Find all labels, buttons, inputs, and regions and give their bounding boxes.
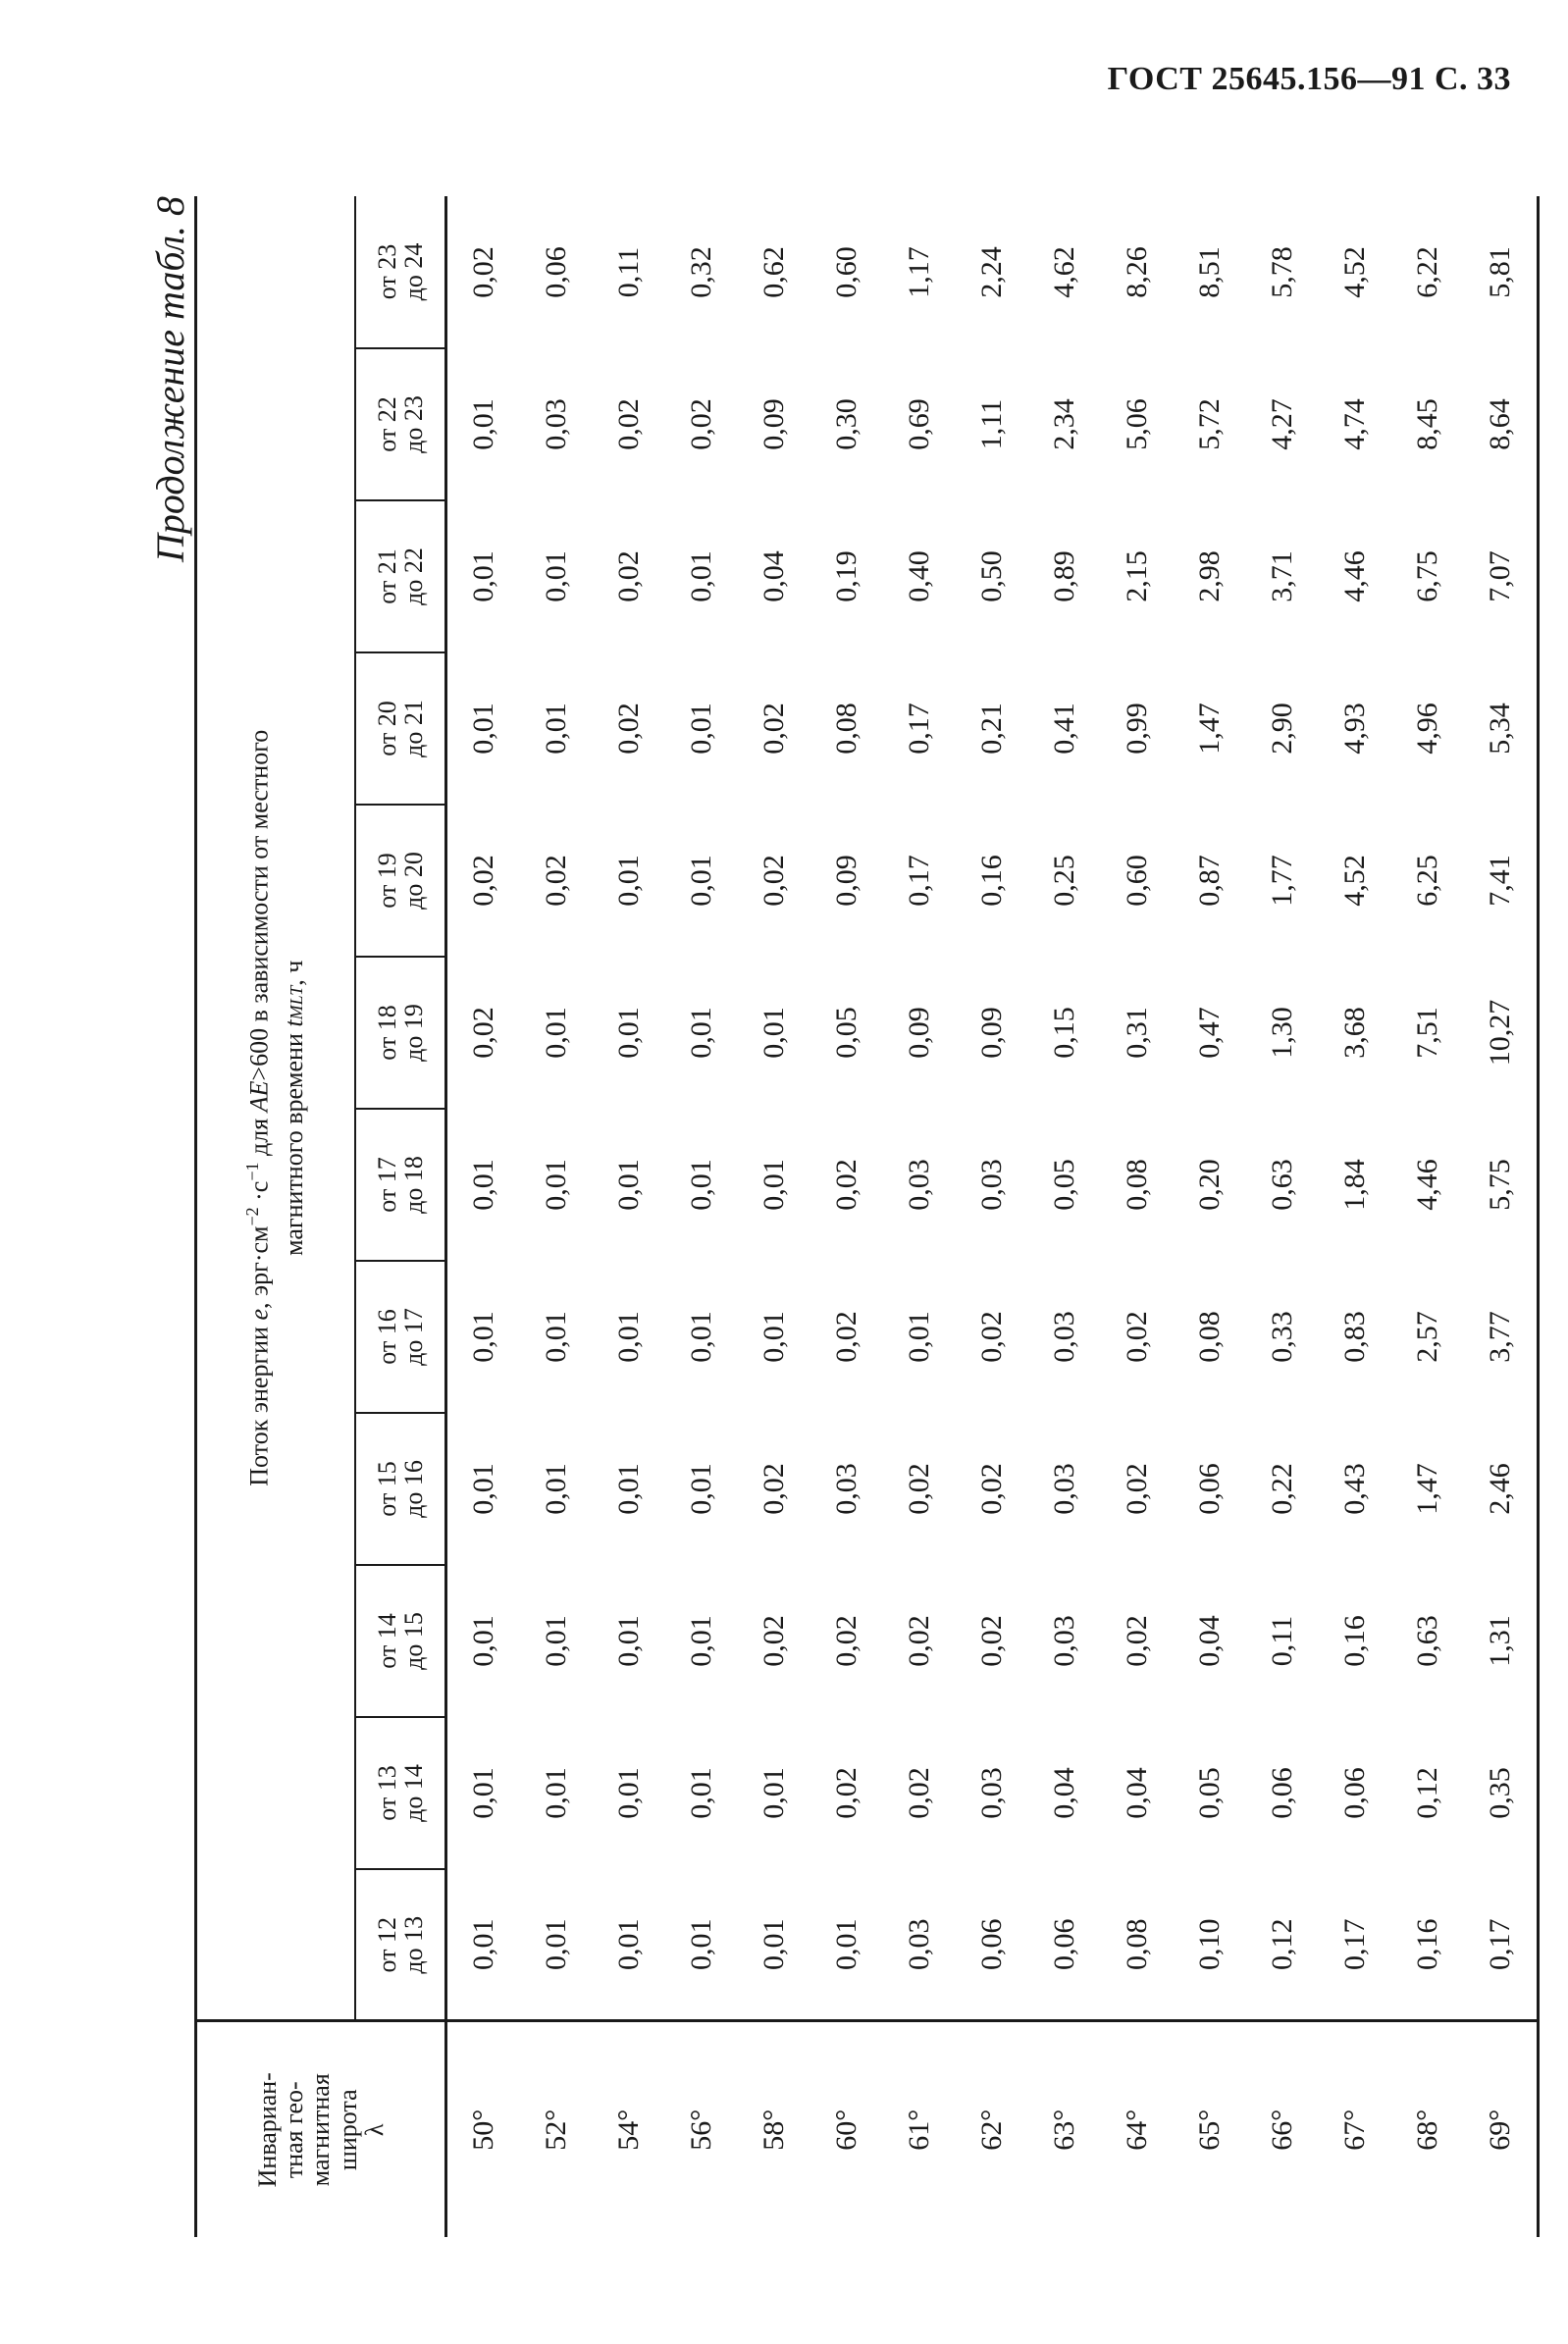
- flux-value-cell: 0,02: [903, 1767, 935, 1819]
- flux-value-cell: 1,17: [903, 246, 935, 298]
- flux-value-cell: 0,01: [758, 1311, 790, 1363]
- hour-column-header: [355, 1261, 446, 1413]
- hour-to: до 18: [399, 1156, 428, 1214]
- flux-value-cell: 0,02: [758, 855, 790, 907]
- table-row: [883, 196, 956, 2237]
- flux-value-cell: 0,25: [1048, 855, 1080, 907]
- table-row: [810, 196, 883, 2237]
- flux-value-cell: 0,02: [830, 1159, 862, 1211]
- latitude-cell: 54°: [593, 2021, 665, 2237]
- flux-value-cell: 0,01: [685, 855, 717, 907]
- hour-from: от 19: [372, 853, 401, 909]
- hour-column-header: [355, 1717, 446, 1869]
- flux-value-cell: 0,17: [1338, 1918, 1371, 1970]
- table-row: [520, 196, 593, 2237]
- flux-value-cell: 0,09: [975, 1007, 1008, 1059]
- hour-to: до 20: [399, 852, 428, 910]
- flux-value-cell: 1,30: [1266, 1007, 1298, 1059]
- flux-value-cell: 4,52: [1338, 246, 1371, 298]
- hour-from: от 17: [372, 1157, 401, 1213]
- latitude-cell: 52°: [520, 2021, 593, 2237]
- time-subscript: MLT: [286, 985, 306, 1020]
- flux-value-cell: 0,41: [1048, 703, 1080, 755]
- flux-value-cell: 0,01: [540, 1463, 572, 1515]
- flux-value-cell: 1,84: [1338, 1159, 1371, 1211]
- table-head: [196, 196, 446, 2237]
- flux-value-cell: 0,01: [467, 1463, 499, 1515]
- flux-value-cell: 0,01: [685, 1767, 717, 1819]
- flux-value-cell: 0,15: [1048, 1007, 1080, 1059]
- flux-value-cell: 0,09: [830, 855, 862, 907]
- flux-value-cell: 0,02: [612, 398, 645, 450]
- flux-value-cell: 0,02: [975, 1311, 1008, 1363]
- flux-value-cell: 4,52: [1338, 855, 1371, 907]
- flux-value-cell: 0,06: [1193, 1463, 1226, 1515]
- flux-value-cell: 0,08: [1193, 1311, 1226, 1363]
- flux-value-cell: 0,01: [758, 1767, 790, 1819]
- flux-value-cell: 0,09: [758, 398, 790, 450]
- table-row: [956, 196, 1028, 2237]
- flux-value-cell: 3,71: [1266, 550, 1298, 602]
- latitude-header-line: Инвариан-: [252, 2072, 282, 2188]
- flux-value-cell: 0,01: [467, 703, 499, 755]
- hour-from: от 18: [372, 1005, 401, 1061]
- table-row: [1246, 196, 1319, 2237]
- latitude-cell: 66°: [1246, 2021, 1319, 2237]
- flux-value-cell: 6,75: [1411, 550, 1443, 602]
- flux-value-cell: 1,31: [1464, 1565, 1539, 1717]
- flux-value-cell: 7,41: [1464, 805, 1539, 957]
- hour-column-header: [355, 1565, 446, 1717]
- flux-value-cell: 0,01: [540, 1615, 572, 1667]
- flux-value-cell: 0,03: [1048, 1615, 1080, 1667]
- flux-value-cell: 0,50: [975, 550, 1008, 602]
- flux-value-cell: 0,01: [685, 1007, 717, 1059]
- time-symbol: t: [279, 1019, 308, 1027]
- flux-value-cell: 0,04: [1193, 1615, 1226, 1667]
- latitude-header-line: широта: [333, 2089, 362, 2171]
- hour-column-header: [355, 1869, 446, 2021]
- flux-value-cell: 0,01: [612, 1767, 645, 1819]
- flux-header-text: , эрг·см: [244, 1225, 274, 1309]
- flux-header: [196, 196, 356, 2021]
- flux-value-cell: 0,02: [830, 1767, 862, 1819]
- flux-value-cell: 4,62: [1048, 246, 1080, 298]
- latitude-cell: 65°: [1174, 2021, 1246, 2237]
- hour-column-header: [355, 1413, 446, 1565]
- flux-value-cell: 0,60: [830, 246, 862, 298]
- flux-value-cell: 2,90: [1266, 703, 1298, 755]
- flux-value-cell: 0,10: [1193, 1918, 1226, 1970]
- flux-value-cell: 0,02: [685, 398, 717, 450]
- flux-value-cell: 0,02: [830, 1311, 862, 1363]
- flux-value-cell: 0,05: [1193, 1767, 1226, 1819]
- hour-to: до 15: [399, 1612, 428, 1670]
- hour-to: до 24: [399, 242, 428, 301]
- flux-value-cell: 0,02: [830, 1615, 862, 1667]
- hour-to: до 23: [399, 395, 428, 453]
- data-table: [194, 196, 1540, 2237]
- flux-value-cell: 0,11: [612, 246, 645, 298]
- hour-from: от 21: [372, 548, 401, 604]
- flux-value-cell: 0,62: [758, 246, 790, 298]
- flux-header-text: >600 в зависимости от местного: [244, 729, 274, 1081]
- flux-value-cell: 0,02: [975, 1463, 1008, 1515]
- flux-value-cell: 0,01: [540, 1918, 572, 1970]
- flux-value-cell: 0,01: [467, 1918, 499, 1970]
- flux-value-cell: 0,22: [1266, 1463, 1298, 1515]
- flux-value-cell: 1,11: [975, 398, 1008, 450]
- flux-value-cell: 0,02: [903, 1615, 935, 1667]
- flux-value-cell: 1,77: [1266, 855, 1298, 907]
- flux-value-cell: 0,16: [1411, 1918, 1443, 1970]
- flux-value-cell: 0,01: [540, 1767, 572, 1819]
- flux-value-cell: 0,06: [1266, 1767, 1298, 1819]
- flux-value-cell: 0,43: [1338, 1463, 1371, 1515]
- flux-value-cell: 6,25: [1411, 855, 1443, 907]
- flux-value-cell: 0,01: [903, 1311, 935, 1363]
- flux-value-cell: 4,74: [1338, 398, 1371, 450]
- flux-value-cell: 0,12: [1266, 1918, 1298, 1970]
- flux-value-cell: 0,01: [540, 1007, 572, 1059]
- hour-column-header: [355, 957, 446, 1109]
- flux-value-cell: 0,63: [1266, 1159, 1298, 1211]
- flux-value-cell: 0,03: [1048, 1311, 1080, 1363]
- flux-value-cell: 3,68: [1338, 1007, 1371, 1059]
- flux-value-cell: 0,02: [612, 550, 645, 602]
- ae-symbol: AE: [244, 1080, 274, 1113]
- flux-value-cell: 0,08: [1121, 1918, 1153, 1970]
- flux-value-cell: 0,01: [540, 550, 572, 602]
- hour-to: до 16: [399, 1460, 428, 1518]
- table-body: [446, 196, 1539, 2237]
- table-row: [1174, 196, 1246, 2237]
- flux-value-cell: 0,06: [1338, 1767, 1371, 1819]
- latitude-header: [196, 2021, 446, 2237]
- latitude-symbol: λ: [359, 2123, 389, 2137]
- flux-value-cell: 0,35: [1464, 1717, 1539, 1869]
- flux-value-cell: 0,30: [830, 398, 862, 450]
- flux-value-cell: 0,16: [1338, 1615, 1371, 1667]
- flux-exponent: −1: [242, 1162, 263, 1181]
- flux-value-cell: 6,22: [1411, 246, 1443, 298]
- flux-value-cell: 0,08: [1121, 1159, 1153, 1211]
- latitude-header-line: магнитная: [306, 2073, 336, 2187]
- flux-value-cell: 0,02: [467, 246, 499, 298]
- rotated-table-sheet: [147, 196, 1521, 2237]
- flux-value-cell: 0,01: [467, 1615, 499, 1667]
- flux-value-cell: 3,77: [1464, 1261, 1539, 1413]
- hour-from: от 20: [372, 701, 401, 756]
- flux-value-cell: 0,20: [1193, 1159, 1226, 1211]
- flux-value-cell: 2,57: [1411, 1311, 1443, 1363]
- flux-value-cell: 0,11: [1266, 1615, 1298, 1667]
- latitude-cell: 60°: [810, 2021, 883, 2237]
- latitude-cell: 56°: [665, 2021, 738, 2237]
- flux-value-cell: 0,89: [1048, 550, 1080, 602]
- flux-value-cell: 0,04: [1048, 1767, 1080, 1819]
- flux-value-cell: 0,06: [975, 1918, 1008, 1970]
- flux-value-cell: 0,02: [758, 1463, 790, 1515]
- flux-value-cell: 0,01: [467, 1767, 499, 1819]
- flux-header-text: магнитного времени: [279, 1026, 308, 1256]
- flux-value-cell: 1,47: [1411, 1463, 1443, 1515]
- flux-value-cell: 0,03: [903, 1918, 935, 1970]
- flux-value-cell: 1,47: [1193, 703, 1226, 755]
- flux-value-cell: 0,40: [903, 550, 935, 602]
- flux-value-cell: 0,02: [612, 703, 645, 755]
- flux-value-cell: 0,02: [540, 855, 572, 907]
- flux-value-cell: 5,75: [1464, 1109, 1539, 1261]
- flux-value-cell: 0,05: [1048, 1159, 1080, 1211]
- flux-value-cell: 0,01: [758, 1159, 790, 1211]
- flux-value-cell: 0,02: [1121, 1463, 1153, 1515]
- flux-exponent: −2: [242, 1207, 263, 1226]
- flux-value-cell: 0,03: [540, 398, 572, 450]
- flux-value-cell: 0,04: [758, 550, 790, 602]
- flux-value-cell: 0,02: [758, 703, 790, 755]
- flux-value-cell: 0,02: [467, 1007, 499, 1059]
- flux-value-cell: 0,01: [830, 1918, 862, 1970]
- latitude-cell: 58°: [738, 2021, 810, 2237]
- latitude-cell: 69°: [1464, 2021, 1539, 2237]
- flux-value-cell: 0,32: [685, 246, 717, 298]
- table-row: [1319, 196, 1391, 2237]
- latitude-cell: 61°: [883, 2021, 956, 2237]
- flux-value-cell: 0,01: [758, 1007, 790, 1059]
- flux-value-cell: 5,78: [1266, 246, 1298, 298]
- flux-value-cell: 0,02: [1121, 1615, 1153, 1667]
- hour-from: от 23: [372, 243, 401, 300]
- flux-header-text: ·с: [244, 1180, 274, 1208]
- flux-value-cell: 7,51: [1411, 1007, 1443, 1059]
- flux-value-cell: 0,17: [903, 855, 935, 907]
- table-row: [446, 196, 521, 2237]
- flux-value-cell: 5,72: [1193, 398, 1226, 450]
- flux-value-cell: 0,01: [612, 1311, 645, 1363]
- flux-value-cell: 0,03: [975, 1159, 1008, 1211]
- flux-value-cell: 0,01: [612, 1918, 645, 1970]
- flux-value-cell: 2,46: [1464, 1413, 1539, 1565]
- flux-value-cell: 0,01: [685, 1463, 717, 1515]
- hour-to: до 21: [399, 700, 428, 757]
- table-row: [1391, 196, 1464, 2237]
- flux-value-cell: 0,02: [758, 1615, 790, 1667]
- table-row: [1101, 196, 1174, 2237]
- flux-value-cell: 8,51: [1193, 246, 1226, 298]
- hour-from: от 16: [372, 1309, 401, 1365]
- flux-value-cell: 4,46: [1338, 550, 1371, 602]
- flux-value-cell: 0,47: [1193, 1007, 1226, 1059]
- flux-header-text: для: [244, 1112, 274, 1163]
- flux-value-cell: 0,04: [1121, 1767, 1153, 1819]
- table-row: [1464, 196, 1539, 2237]
- flux-value-cell: 0,03: [1048, 1463, 1080, 1515]
- flux-value-cell: 0,33: [1266, 1311, 1298, 1363]
- hour-to: до 13: [399, 1915, 428, 1974]
- hour-column-header: [355, 196, 446, 348]
- flux-value-cell: 0,31: [1121, 1007, 1153, 1059]
- flux-value-cell: 0,01: [685, 1311, 717, 1363]
- flux-value-cell: 0,02: [975, 1615, 1008, 1667]
- flux-value-cell: 4,93: [1338, 703, 1371, 755]
- flux-value-cell: 0,01: [612, 1007, 645, 1059]
- flux-value-cell: 0,06: [540, 246, 572, 298]
- flux-value-cell: 0,01: [758, 1918, 790, 1970]
- flux-value-cell: 0,06: [1048, 1918, 1080, 1970]
- flux-value-cell: 8,26: [1121, 246, 1153, 298]
- flux-value-cell: 0,87: [1193, 855, 1226, 907]
- flux-value-cell: 0,02: [903, 1463, 935, 1515]
- flux-value-cell: 2,24: [975, 246, 1008, 298]
- flux-value-cell: 2,15: [1121, 550, 1153, 602]
- latitude-cell: 50°: [446, 2021, 521, 2237]
- flux-value-cell: 0,01: [540, 1159, 572, 1211]
- hour-from: от 22: [372, 396, 401, 452]
- flux-value-cell: 0,69: [903, 398, 935, 450]
- flux-value-cell: 0,05: [830, 1007, 862, 1059]
- hour-column-header: [355, 348, 446, 500]
- hour-from: от 12: [372, 1916, 401, 1973]
- latitude-cell: 68°: [1391, 2021, 1464, 2237]
- flux-value-cell: 0,01: [685, 703, 717, 755]
- flux-value-cell: 0,01: [685, 1159, 717, 1211]
- flux-symbol: e: [244, 1309, 274, 1321]
- flux-value-cell: 5,34: [1464, 652, 1539, 805]
- flux-value-cell: 0,03: [830, 1463, 862, 1515]
- hour-to: до 19: [399, 1004, 428, 1062]
- flux-value-cell: 0,01: [685, 1615, 717, 1667]
- flux-value-cell: 0,63: [1411, 1615, 1443, 1667]
- hour-column-header: [355, 652, 446, 805]
- flux-value-cell: 0,17: [903, 703, 935, 755]
- flux-value-cell: 0,09: [903, 1007, 935, 1059]
- flux-value-cell: 0,01: [685, 1918, 717, 1970]
- latitude-cell: 63°: [1028, 2021, 1101, 2237]
- flux-value-cell: 4,46: [1411, 1159, 1443, 1211]
- flux-value-cell: 0,01: [467, 550, 499, 602]
- flux-value-cell: 0,60: [1121, 855, 1153, 907]
- hour-from: от 15: [372, 1461, 401, 1517]
- flux-value-cell: 5,06: [1121, 398, 1153, 450]
- hour-from: от 14: [372, 1613, 401, 1669]
- flux-header-text: Поток энергии: [244, 1320, 274, 1486]
- latitude-cell: 67°: [1319, 2021, 1391, 2237]
- flux-value-cell: 0,08: [830, 703, 862, 755]
- flux-value-cell: 5,81: [1464, 196, 1539, 348]
- flux-value-cell: 7,07: [1464, 500, 1539, 652]
- hour-column-header: [355, 1109, 446, 1261]
- flux-header-text: , ч: [279, 960, 308, 986]
- hour-column-header: [355, 500, 446, 652]
- latitude-header-line: тная гео-: [280, 2081, 309, 2179]
- flux-value-cell: 0,01: [540, 1311, 572, 1363]
- flux-value-cell: 2,34: [1048, 398, 1080, 450]
- hour-to: до 22: [399, 547, 428, 605]
- table-row: [1028, 196, 1101, 2237]
- flux-value-cell: 2,98: [1193, 550, 1226, 602]
- flux-value-cell: 0,17: [1464, 1869, 1539, 2021]
- flux-value-cell: 0,01: [540, 703, 572, 755]
- table-caption: Продолжение табл. 8: [148, 196, 192, 563]
- flux-value-cell: 0,99: [1121, 703, 1153, 755]
- flux-value-cell: 0,01: [685, 550, 717, 602]
- latitude-cell: 62°: [956, 2021, 1028, 2237]
- flux-value-cell: 0,01: [467, 1311, 499, 1363]
- flux-value-cell: 0,83: [1338, 1311, 1371, 1363]
- flux-value-cell: 8,64: [1464, 348, 1539, 500]
- flux-value-cell: 0,01: [612, 855, 645, 907]
- flux-value-cell: 0,01: [612, 1615, 645, 1667]
- table-row: [593, 196, 665, 2237]
- hour-to: до 17: [399, 1308, 428, 1366]
- hour-from: от 13: [372, 1765, 401, 1821]
- flux-value-cell: 0,01: [467, 398, 499, 450]
- page-header: ГОСТ 25645.156—91 С. 33: [1107, 61, 1511, 97]
- hour-to: до 14: [399, 1764, 428, 1822]
- flux-value-cell: 0,21: [975, 703, 1008, 755]
- flux-value-cell: 4,27: [1266, 398, 1298, 450]
- flux-value-cell: 0,01: [612, 1159, 645, 1211]
- table-row: [665, 196, 738, 2237]
- flux-value-cell: 0,03: [903, 1159, 935, 1211]
- flux-value-cell: 0,12: [1411, 1767, 1443, 1819]
- flux-value-cell: 0,19: [830, 550, 862, 602]
- hour-header-row: [355, 196, 446, 2237]
- table-row: [738, 196, 810, 2237]
- flux-value-cell: 0,16: [975, 855, 1008, 907]
- flux-value-cell: 8,45: [1411, 398, 1443, 450]
- flux-value-cell: 10,27: [1464, 957, 1539, 1109]
- flux-value-cell: 4,96: [1411, 703, 1443, 755]
- hour-column-header: [355, 805, 446, 957]
- flux-value-cell: 0,02: [1121, 1311, 1153, 1363]
- flux-value-cell: 0,01: [612, 1463, 645, 1515]
- latitude-cell: 64°: [1101, 2021, 1174, 2237]
- flux-value-cell: 0,03: [975, 1767, 1008, 1819]
- flux-value-cell: 0,02: [467, 855, 499, 907]
- flux-value-cell: 0,01: [467, 1159, 499, 1211]
